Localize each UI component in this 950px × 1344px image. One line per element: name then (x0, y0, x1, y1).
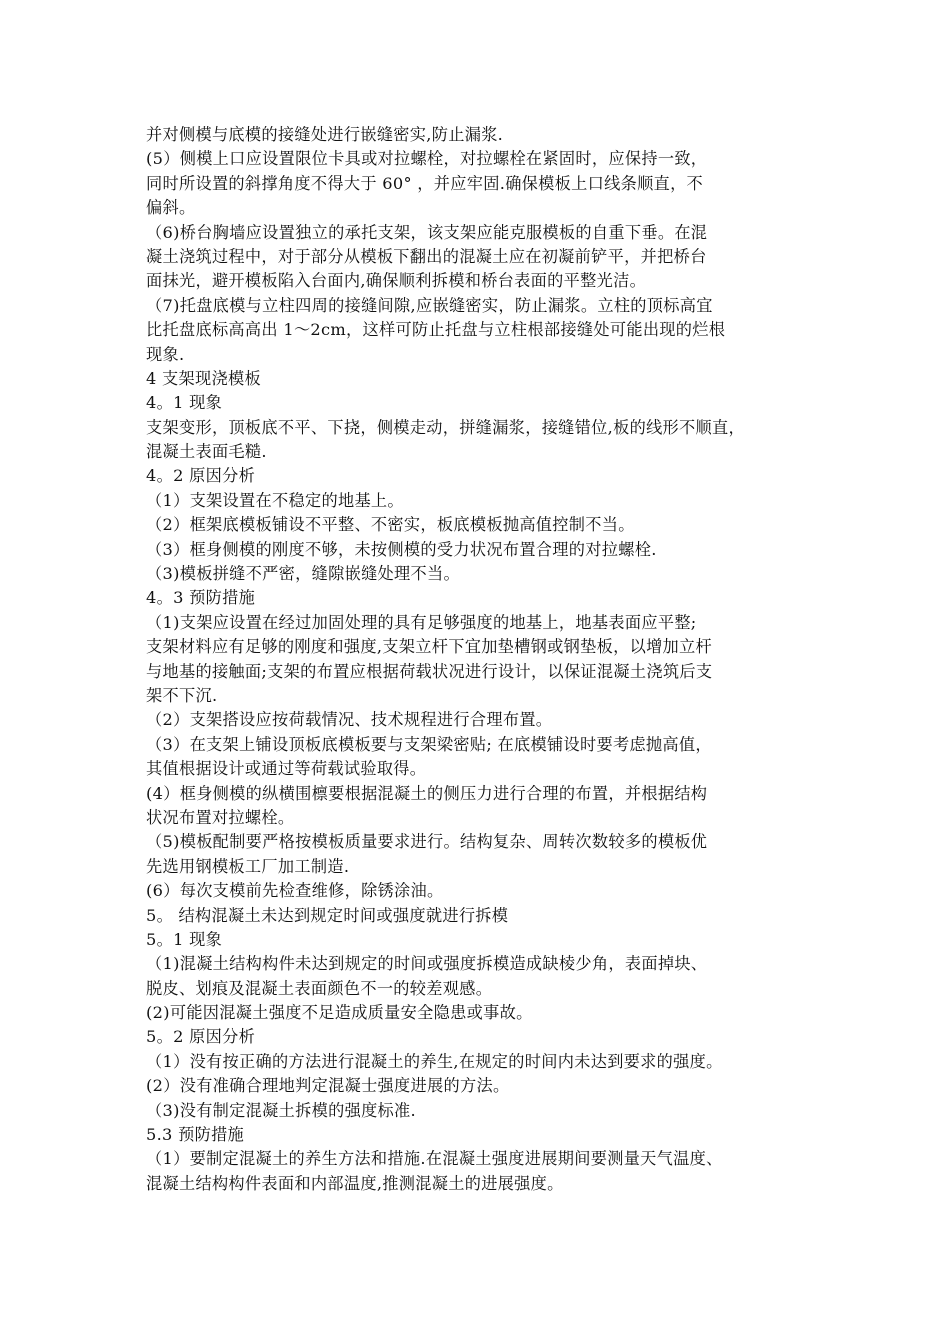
text-line: (2）没有准确合理地判定混凝士强度进展的方法。 (146, 1076, 510, 1096)
text-line: 凝土浇筑过程中，对于部分从模板下翻出的混凝土应在初凝前铲平，并把桥台 (146, 246, 707, 266)
subsection-heading: 4。2 原因分析 (146, 466, 256, 486)
text-line: (2)可能因混凝土强度不足造成质量安全隐患或事故。 (146, 1003, 533, 1023)
text-line: 混凝土结构构件表面和内部温度,推测混凝土的进展强度。 (146, 1173, 564, 1193)
text-line: 与地基的接触面;支架的布置应根据荷载状况进行设计，以保证混凝土浇筑后支 (146, 661, 713, 681)
text-line: 架不下沉. (146, 685, 218, 705)
text-line: 并对侧模与底模的接缝处进行嵌缝密实,防止漏浆. (146, 125, 504, 144)
subsection-heading: 4。3 预防措施 (146, 588, 256, 608)
text-line: (4）框身侧模的纵横围檩要根据混凝土的侧压力进行合理的布置，并根据结构 (146, 783, 708, 803)
text-line: （1）支架设置在不稳定的地基上。 (146, 490, 404, 510)
text-line: 面抹光，避开模板陷入台面内,确保顺利拆模和桥台表面的平整光洁。 (146, 271, 647, 291)
text-line: 同时所设置的斜撑角度不得大于 60° ，并应牢固.确保模板上口线条顺直，不 (146, 173, 704, 193)
text-line: (5）侧模上口应设置限位卡具或对拉螺栓，对拉螺栓在紧固时，应保持一致， (146, 149, 708, 169)
text-line: （2）框架底模板铺设不平整、不密实，板底模板抛高值控制不当。 (146, 515, 635, 535)
text-line: （3)模板拼缝不严密，缝隙嵌缝处理不当。 (146, 564, 460, 584)
text-line: （6)桥台胸墙应设置独立的承托支架，该支架应能克服模板的自重下垂。在混 (146, 222, 708, 242)
text-line: （3)没有制定混凝土拆模的强度标准. (146, 1100, 416, 1120)
text-line: （2）支架搭设应按荷载情况、技术规程进行合理布置。 (146, 710, 553, 730)
text-line: （1)支架应设置在经过加固处理的具有足够强度的地基上，地基表面应平整; (146, 612, 697, 632)
text-line: 先选用钢模板工厂加工制造. (146, 856, 350, 876)
text-line: （3）框身侧模的刚度不够，未按侧模的受力状况布置合理的对拉螺栓. (146, 539, 657, 559)
text-line: （1）要制定混凝土的养生方法和措施.在混凝土强度进展期间要测量天气温度、 (146, 1149, 723, 1169)
text-line: 支架材料应有足够的刚度和强度,支架立杆下宜加垫槽钢或钢垫板，以增加立杆 (146, 637, 713, 657)
subsection-heading: 5。2 原因分析 (146, 1027, 256, 1047)
text-line: （1)混凝土结构构件未达到规定的时间或强度拆模造成缺棱少角，表面掉块、 (146, 954, 708, 974)
text-line: (6）每次支模前先检查维修，除锈涂油。 (146, 881, 444, 901)
text-line: 其值根据设计或通过等荷载试验取得。 (146, 759, 427, 779)
text-line: 混凝土表面毛糙. (146, 442, 267, 462)
text-line: 脱皮、划痕及混凝土表面颜色不一的较差观感。 (146, 978, 493, 998)
subsection-heading: 5.3 预防措施 (146, 1125, 245, 1145)
document-body (146, 123, 816, 1196)
text-line: （7)托盘底模与立柱四周的接缝间隙,应嵌缝密实，防止漏浆。立柱的顶标高宜 (146, 295, 713, 315)
text-line: （3）在支架上铺设顶板底模板要与支架梁密贴; 在底模铺设时要考虑抛高值， (146, 734, 712, 754)
subsection-heading: 4。1 现象 (146, 393, 223, 413)
subsection-heading: 5。1 现象 (146, 929, 223, 949)
text-line: 状况布置对拉螺栓。 (146, 807, 295, 827)
text-line: （5)模板配制要严格按模板质量要求进行。结构复杂、周转次数较多的模板优 (146, 832, 708, 852)
text-line: 支架变形，顶板底不平、下挠，侧模走动，拼缝漏浆，接缝错位,板的线形不顺直， (146, 417, 745, 437)
text-line: 现象. (146, 344, 185, 364)
text-line: 比托盘底标高高出 1～2cm，这样可防止托盘与立柱根部接缝处可能出现的烂根 (146, 320, 726, 340)
section-heading: 5。 结构混凝土未达到规定时间或强度就进行拆模 (146, 905, 509, 925)
text-line: （1）没有按正确的方法进行混凝土的养生,在规定的时间内未达到要求的强度。 (146, 1051, 723, 1071)
section-heading: 4 支架现浇模板 (146, 368, 261, 388)
text-line: 偏斜。 (146, 198, 196, 218)
